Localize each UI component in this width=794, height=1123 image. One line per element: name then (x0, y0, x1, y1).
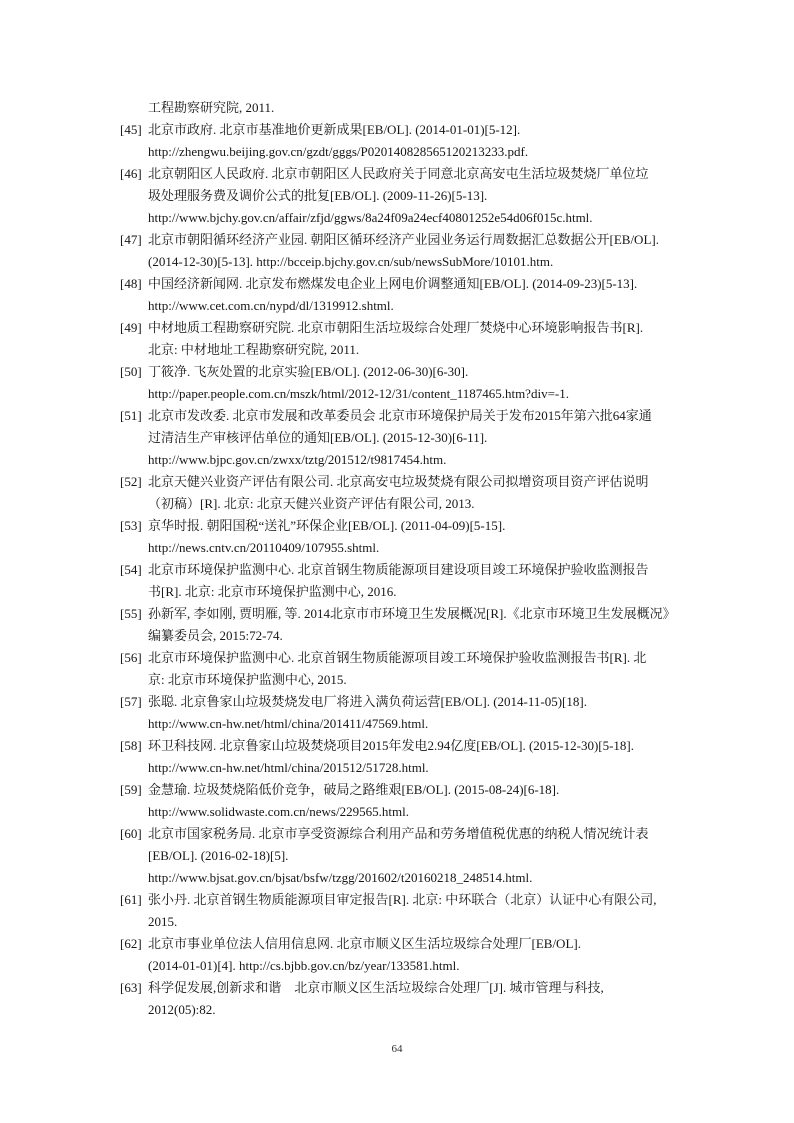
reference-number: [58] (120, 738, 142, 753)
reference-number: [49] (120, 320, 142, 335)
reference-item (0, 405, 794, 471)
reference-item (0, 977, 794, 1021)
reference-number: [55] (120, 606, 142, 621)
reference-item (0, 515, 794, 559)
reference-line: 北京市环境保护监测中心. 北京首钢生物质能源项目建设项目竣工环境保护验收监测报告 (148, 562, 649, 577)
reference-item (0, 317, 794, 361)
reference-line: 北京市朝阳循环经济产业园. 朝阳区循环经济产业园业务运行周数据汇总数据公开[EB/OL]. (148, 232, 659, 247)
reference-number: [61] (120, 892, 142, 907)
reference-line: 北京: 中材地址工程勘察研究院, 2011. (148, 342, 360, 357)
reference-number: [51] (120, 408, 142, 423)
reference-line: （初稿）[R]. 北京: 北京天健兴业资产评估有限公司, 2013. (148, 496, 475, 511)
reference-line: 中国经济新闻网. 北京发布燃煤发电企业上网电价调整通知[EB/OL]. (2014-09-23)[5-13]. (148, 276, 638, 291)
reference-line: (2014-01-01)[4]. http://cs.bjbb.gov.cn/bz/year/133581.html. (148, 958, 460, 973)
reference-line: 工程勘察研究院, 2011. (148, 100, 275, 115)
reference-line: 圾处理服务费及调价公式的批复[EB/OL]. (2009-11-26)[5-13]. (148, 188, 488, 203)
reference-number: [52] (120, 474, 142, 489)
reference-line: 北京市事业单位法人信用信息网. 北京市顺义区生活垃圾综合处理厂[EB/OL]. (148, 936, 581, 951)
reference-item (0, 559, 794, 603)
reference-line: http://www.cn-hw.net/html/china/201411/47569.html. (148, 716, 429, 731)
reference-number: [60] (120, 826, 142, 841)
reference-item (0, 779, 794, 823)
reference-line: http://www.bjchy.gov.cn/affair/zfjd/ggws/8a24f09a24ecf40801252e54d06f015c.html. (148, 210, 593, 225)
reference-line: http://news.cntv.cn/20110409/107955.shtml. (148, 540, 380, 555)
reference-line: 过清洁生产审核评估单位的通知[EB/OL]. (2015-12-30)[6-11]. (148, 430, 488, 445)
reference-item (0, 823, 794, 889)
reference-line: 北京市国家税务局. 北京市享受资源综合利用产品和劳务增值税优惠的纳税人情况统计表 (148, 826, 649, 841)
reference-item (0, 361, 794, 405)
reference-line: http://paper.people.com.cn/mszk/html/2012-12/31/content_1187465.htm?div=-1. (148, 386, 569, 401)
reference-line: 京华时报. 朝阳国税“送礼”环保企业[EB/OL]. (2011-04-09)[5-15]. (148, 518, 506, 533)
reference-line: 书[R]. 北京: 北京市环境保护监测中心, 2016. (148, 584, 397, 599)
reference-line: http://www.cn-hw.net/html/china/201512/51728.html. (148, 760, 429, 775)
reference-line: 北京市环境保护监测中心. 北京首钢生物质能源项目竣工环境保护验收监测报告书[R]. 北 (148, 650, 647, 665)
reference-item (0, 603, 794, 647)
reference-line: http://zhengwu.beijing.gov.cn/gzdt/gggs/P020140828565120213233.pdf. (148, 144, 529, 159)
reference-line: 2012(05):82. (148, 1002, 216, 1017)
reference-item (0, 933, 794, 977)
reference-number: [48] (120, 276, 142, 291)
reference-number: [46] (120, 166, 142, 181)
reference-line: http://www.solidwaste.com.cn/news/229565.html. (148, 804, 409, 819)
reference-line: 北京天健兴业资产评估有限公司. 北京高安屯垃圾焚烧有限公司拟增资项目资产评估说明 (148, 474, 649, 489)
reference-line: 北京市发改委. 北京市发展和改革委员会 北京市环境保护局关于发布2015年第六批64家通 (148, 408, 652, 423)
reference-line: (2014-12-30)[5-13]. http://bcceip.bjchy.gov.cn/sub/newsSubMore/10101.htm. (148, 254, 554, 269)
reference-line: 科学促发展,创新求和谐 北京市顺义区生活垃圾综合处理厂[J]. 城市管理与科技, (148, 980, 604, 995)
reference-line: 北京朝阳区人民政府. 北京市朝阳区人民政府关于同意北京高安屯生活垃圾焚烧厂单位垃 (148, 166, 649, 181)
reference-item (0, 273, 794, 317)
reference-line: 孙新军, 李如刚, 贾明雁, 等. 2014北京市市环境卫生发展概况[R].《北京市环境卫生发展概况》 (148, 606, 676, 621)
reference-line: 丁筱净. 飞灰处置的北京实验[EB/OL]. (2012-06-30)[6-30]. (148, 364, 469, 379)
reference-number: [57] (120, 694, 142, 709)
reference-item (0, 647, 794, 691)
reference-item (0, 735, 794, 779)
reference-item (0, 119, 794, 163)
reference-line: 环卫科技网. 北京鲁家山垃圾焚烧项目2015年发电2.94亿度[EB/OL]. (2015-12-30)[5-18]. (148, 738, 635, 753)
reference-number: [50] (120, 364, 142, 379)
reference-list (0, 97, 794, 1021)
reference-item (0, 889, 794, 933)
reference-item (0, 471, 794, 515)
reference-number: [56] (120, 650, 142, 665)
reference-line: 北京市政府. 北京市基准地价更新成果[EB/OL]. (2014-01-01)[5-12]. (148, 122, 521, 137)
reference-item (0, 163, 794, 229)
reference-number: [45] (120, 122, 142, 137)
reference-number: [59] (120, 782, 142, 797)
reference-item (0, 691, 794, 735)
reference-item (0, 229, 794, 273)
page-number: 64 (391, 1043, 403, 1055)
reference-continuation (0, 97, 794, 119)
reference-number: [54] (120, 562, 142, 577)
reference-line: http://www.cet.com.cn/nypd/dl/1319912.shtml. (148, 298, 394, 313)
reference-line: 金慧瑜. 垃圾焚烧陷低价竞争，破局之路维艰[EB/OL]. (2015-08-24)[6-18]. (148, 782, 560, 797)
reference-line: http://www.bjsat.gov.cn/bjsat/bsfw/tzgg/201602/t20160218_248514.html. (148, 870, 533, 885)
reference-number: [53] (120, 518, 142, 533)
reference-line: 京: 北京市环境保护监测中心, 2015. (148, 672, 347, 687)
reference-number: [62] (120, 936, 142, 951)
reference-number: [47] (120, 232, 142, 247)
reference-line: 编纂委员会, 2015:72-74. (148, 628, 283, 643)
reference-line: 张小丹. 北京首钢生物质能源项目审定报告[R]. 北京: 中环联合（北京）认证中心有限公司, (148, 892, 657, 907)
reference-line: [EB/OL]. (2016-02-18)[5]. (148, 848, 289, 863)
reference-number: [63] (120, 980, 142, 995)
reference-line: 2015. (148, 914, 178, 929)
reference-line: 中材地质工程勘察研究院. 北京市朝阳生活垃圾综合处理厂焚烧中心环境影响报告书[R]. (148, 320, 644, 335)
reference-line: 张聪. 北京鲁家山垃圾焚烧发电厂将进入满负荷运营[EB/OL]. (2014-11-05)[18]. (148, 694, 587, 709)
reference-line: http://www.bjpc.gov.cn/zwxx/tztg/201512/t9817454.htm. (148, 452, 447, 467)
